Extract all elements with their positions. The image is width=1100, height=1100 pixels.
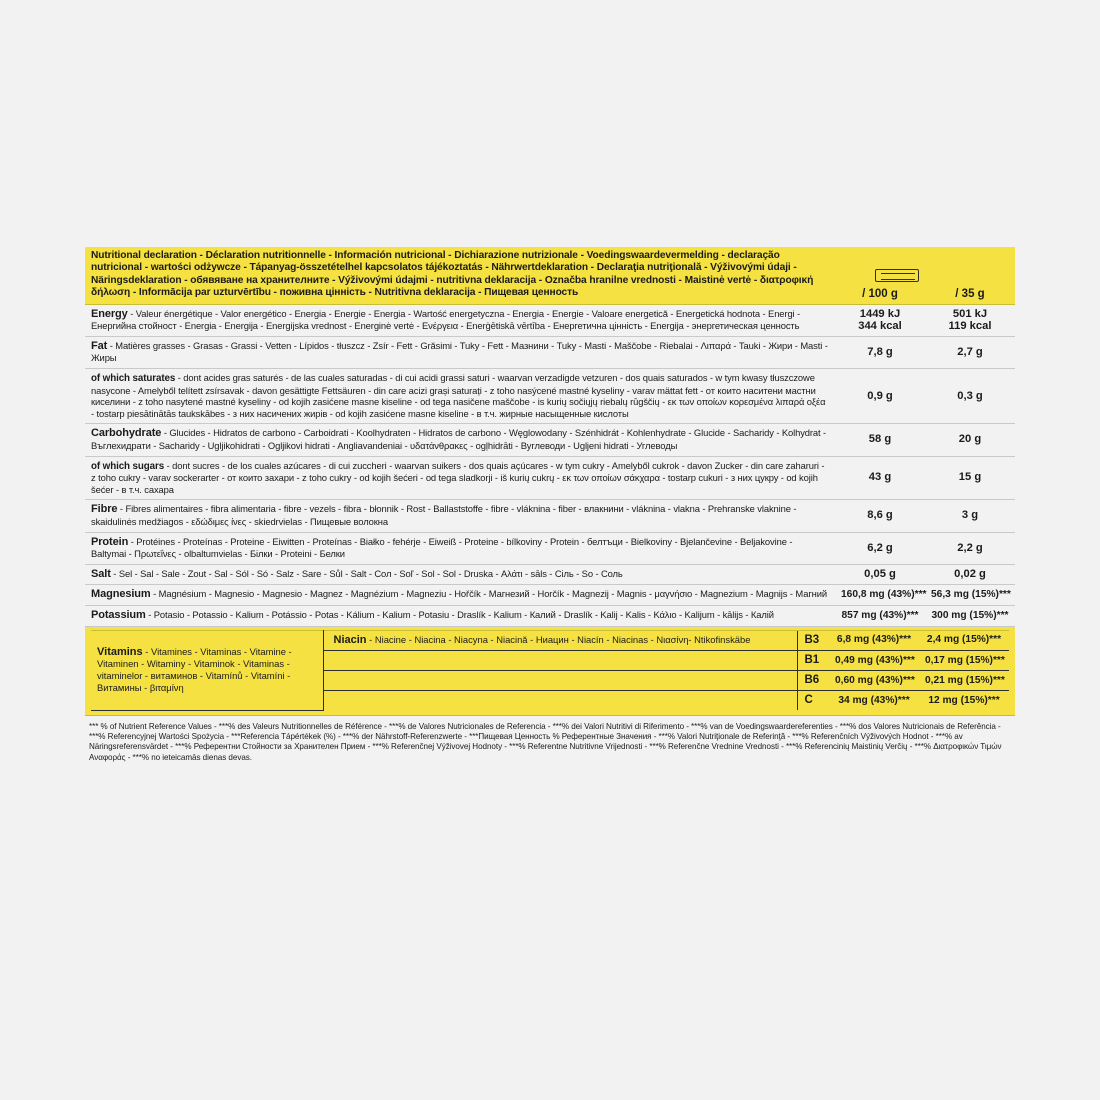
nutrient-label-translations: - Matières grasses - Grasas - Grassi - Vetten - Lípidos - tłuszcz - Zsír - Fett - Grăsimi - Tuky - Fett - Мазнини - Tuky - Masti - Maščobe - Riebalai - Λιπαρά - Tauki - Жири - Masti - Жиры xyxy=(91,339,828,364)
value-salt-35g: 0,02 g xyxy=(925,564,1015,585)
table-row xyxy=(85,532,1015,564)
nutrient-name-salt xyxy=(85,564,835,585)
nutrient-label-translations: - dont sucres - de los cuales azúcares - di cui zuccheri - waarvan suikers - dos quais açúcares - w tym cukry - Amelyből cukrok - davon Zucker - din care zaharuri - z toho cukry - varav sockerarter - от които захари - z toho cukry - od kojih šećeri - od tega sladkorji - iš kurių cukrų - εκ των οποίων σάκχαρα - tostarp cukuri - з них цукру - od kojih šećer - в т.ч. сахара xyxy=(91,459,825,495)
value-magnesium-100g: 160,8 mg (43%)*** xyxy=(835,585,925,606)
nutrient-name-energy xyxy=(85,304,835,336)
vitamin-code-b6: B6 xyxy=(797,671,829,691)
nutrient-label-bold: of which sugars xyxy=(91,460,165,472)
nutrition-table-panel xyxy=(85,247,1015,763)
table-row xyxy=(85,500,1015,532)
nutrient-label-translations: - Potasio - Potassio - Kalium - Potássio - Potas - Kálium - Kalium - Potasiu - Draslík - Kalium - Калий - Draslík - Kalij - Kalis - Κάλιο - Kalijum - kālijs - Калій xyxy=(145,608,774,620)
vitamin-name-c xyxy=(323,691,797,711)
vitamins-label-bold: Vitamins xyxy=(97,645,143,658)
nutrient-name-saturates xyxy=(85,369,835,424)
value-b3-100g: 6,8 mg (43%)*** xyxy=(829,630,919,651)
vitamin-code-c: C xyxy=(797,691,829,711)
value-fibre-35g: 3 g xyxy=(925,500,1015,532)
table-row xyxy=(85,605,1015,626)
table-row xyxy=(85,564,1015,585)
value-b1-100g: 0,49 mg (43%)*** xyxy=(829,651,919,671)
value-fibre-100g: 8,6 g xyxy=(835,500,925,532)
vitamins-label-translations: - Vitamines - Vitaminas - Vitamine - Vitaminen - Witaminy - Vitaminok - Vitaminas - vitaminelor - витаминов - Vitamínů - Vitamíni - Витамины - βιταμίνη xyxy=(97,645,292,693)
value-b3-35g: 2,4 mg (15%)*** xyxy=(919,630,1009,651)
niacin-label-bold: Niacin xyxy=(333,633,367,646)
nutrient-label-translations: - Protéines - Proteínas - Proteine - Eiwitten - Proteínas - Białko - fehérje - Eiweiß - Proteine - bílkoviny - Protein - белтъци - Bielkoviny - Bjelančevine - Beljakovine - Baltymai - Πρωτεΐνες - olbaltumvielas - Білки - Proteini - Белки xyxy=(91,535,793,560)
value-potassium-100g: 857 mg (43%)*** xyxy=(835,605,925,626)
header-languages-cell xyxy=(85,247,835,304)
nutrient-name-magnesium xyxy=(85,585,835,606)
nutrient-label-bold: Magnesium xyxy=(91,588,151,601)
value-c-35g: 12 mg (15%)*** xyxy=(919,691,1009,711)
value-magnesium-35g: 56,3 mg (15%)*** xyxy=(925,585,1015,606)
nutrient-label-bold: Salt xyxy=(91,567,111,580)
vitamins-table xyxy=(91,630,1009,711)
table-row xyxy=(85,585,1015,606)
vitamin-name-b1 xyxy=(323,651,797,671)
nutrient-label-bold: Protein xyxy=(91,535,129,548)
value-fat-100g: 7,8 g xyxy=(835,336,925,368)
value-b6-100g: 0,60 mg (43%)*** xyxy=(829,671,919,691)
nutrient-label-bold: of which saturates xyxy=(91,373,176,384)
niacin-label-translations: - Niacine - Niacina - Niacyna - Niacină - Ниацин - Niacín - Niacinas - Νιασίνη- Ntikofinskäbe xyxy=(366,633,751,645)
value-energy-35g xyxy=(925,304,1015,336)
header-per-100g-label: / 100 g xyxy=(862,287,898,300)
nutrient-name-protein xyxy=(85,532,835,564)
vitamins-cell xyxy=(85,626,1015,715)
nutrient-label-bold: Carbohydrate xyxy=(91,427,162,440)
nutrient-label-translations: - Glucides - Hidratos de carbono - Carboidrati - Koolhydraten - Hidratos de carbono - Węglowodany - Szénhidrát - Kohlenhydrate - Glucide - Sacharidy - Kolhydrat - Въглехидрати - Sacharidy - Ugljikohidrati - Ogljikovi hidrati - Angliavandeniai - υδατάνθρακες - ogļhidrāti - Вуглеводи - Ugljeni hidrati - Углеводы xyxy=(91,427,827,451)
header-per-35g-label: / 35 g xyxy=(955,287,985,300)
table-row xyxy=(85,424,1015,456)
header-languages-text: Nutritional declaration - Déclaration nutritionnelle - Información nutricional - Dichiarazione nutrizionale - Voedingswaardevermelding - declaração nutricional - wartości odżywcze - Tápanyag-összetételhel kapcsolatos tájékoztatás - Nährwertdeklaration - Declaraţia nutriţională - Výživovými údaji - Näringsdeklaration - обявяване на хранителните - Výživovými údajmi - nutritivna deklaracija - Označba hranilne vrednosti - Maistinė vertė - διατροφική δήλωση - Informācija par uzturvērtību - поживна цінність - Nutritivna deklaracija - Пищевая ценность xyxy=(91,250,814,299)
value-sugars-35g: 15 g xyxy=(925,456,1015,500)
value-carbohydrate-35g: 20 g xyxy=(925,424,1015,456)
value-line-1: 501 kJ xyxy=(952,307,988,320)
value-line-1: 1449 kJ xyxy=(859,307,901,320)
header-per-35g xyxy=(925,247,1015,304)
value-salt-100g: 0,05 g xyxy=(835,564,925,585)
nutrition-table xyxy=(85,247,1015,716)
vitamins-section xyxy=(85,626,1015,715)
value-c-100g: 34 mg (43%)*** xyxy=(829,691,919,711)
value-line-2: 119 kcal xyxy=(948,319,992,332)
nutrient-label-bold: Fat xyxy=(91,339,108,352)
value-line-2: 344 kcal xyxy=(858,319,902,332)
value-protein-35g: 2,2 g xyxy=(925,532,1015,564)
cereal-bar-icon xyxy=(875,269,919,282)
vitamin-name-b6 xyxy=(323,671,797,691)
value-carbohydrate-100g: 58 g xyxy=(835,424,925,456)
value-fat-35g: 2,7 g xyxy=(925,336,1015,368)
nutrient-name-potassium xyxy=(85,605,835,626)
table-row xyxy=(85,304,1015,336)
value-sugars-100g: 43 g xyxy=(835,456,925,500)
value-energy-100g xyxy=(835,304,925,336)
table-header-row xyxy=(85,247,1015,304)
value-saturates-35g: 0,3 g xyxy=(925,369,1015,424)
footnote-nrv: *** % of Nutrient Reference Values - ***% des Valeurs Nutritionnelles de Référence - ***% de Valores Nutricionales de Referencia - ***% dei Valori Nutritivi di Riferimento - ***% van de Voedingswaardereferenties - ***% dos Valores Nutricionais de Referência - ***% Referencyjnej Wartości Spożycia - ***Referencia Tápértékek (%) - ***% der Nährstoff-Referenzwerte - ***Пищевая Ценность % Референтные Значения - ***% Valori Nutriţionale de Referinţă - ***% Referenčních Výživových Hodnot - ***% av Näringsreferensvärdet - ***% Референтни Стойности за Хранителен Прием - ***% Referenčnej Výživovej Hodnoty - ***% Referentne Nutritivne Vrijednosti - ***% Referenčne Vrednine Vrednosti - ***% Referencinių Maistinių Verčių - ***% Διατροφικών Τιμών Αναφοράς - ***% no ieteicamās dienas devas. xyxy=(89,721,1002,762)
vitamin-name-b3 xyxy=(323,630,797,651)
value-saturates-100g: 0,9 g xyxy=(835,369,925,424)
value-potassium-35g: 300 mg (15%)*** xyxy=(925,605,1015,626)
nutrient-name-sugars xyxy=(85,456,835,500)
header-per-100g xyxy=(835,247,925,304)
nutrient-label-translations: - Sel - Sal - Sale - Zout - Sal - Sól - Só - Salz - Sare - Sůl - Salt - Сол - Soľ - Sol - Sol - Druska - Αλάτι - sāls - Сіль - So - Соль xyxy=(110,567,623,579)
value-b6-35g: 0,21 mg (15%)*** xyxy=(919,671,1009,691)
nutrient-label-bold: Energy xyxy=(91,307,128,320)
value-protein-100g: 6,2 g xyxy=(835,532,925,564)
vitamin-code-b1: B1 xyxy=(797,651,829,671)
table-row xyxy=(85,369,1015,424)
nutrient-name-carbohydrate xyxy=(85,424,835,456)
vitamin-row xyxy=(91,630,1009,651)
vitamins-label-cell xyxy=(91,630,323,710)
nutrient-label-bold: Fibre xyxy=(91,503,118,516)
value-b1-35g: 0,17 mg (15%)*** xyxy=(919,651,1009,671)
nutrient-label-translations: - Valeur énergétique - Valor energético - Energia - Energie - Energia - Wartość energetyczna - Energia - Energie - Valoare energetică - Energetická hodnota - Energi - Енергийна стойност - Energia - Energija - Energijska vrednost - Energinė vertė - Ενέργεια - Enerģētiskā vērtība - Енергетична цінність - Energija - энергетическая ценность xyxy=(91,307,801,332)
table-row xyxy=(85,336,1015,368)
table-row xyxy=(85,456,1015,500)
nutrient-name-fibre xyxy=(85,500,835,532)
vitamin-code-b3: B3 xyxy=(797,630,829,651)
nutrient-label-translations: - Fibres alimentaires - fibra alimentaria - fibre - vezels - fibra - błonnik - Rost - Ballaststoffe - fibre - vláknina - fiber - влакнини - vláknina - vlakna - Prehranske vlaknine - skaidulinės medžiagos - εδώδιμες ίνες - skiedrvielas - Пищевые волокна xyxy=(91,503,797,527)
nutrient-label-translations: - dont acides gras saturés - de las cuales saturadas - di cui acidi grassi saturi - waarvan verzadigde vetzuren - dos quais saturados - w tym kwasy tłuszczowe nasycone - Amelyből telített zsírsavak - davon gesättigte Fettsäuren - din care acizi grași saturați - z toho nasýcené mastné kyseliny - varav mättat fett - от които наситени мастни киселини - z toho nasytené mastné kyseliny - od kojih zasićene masne kiseline - od tega nasičene maščobe - is kurių sočiųjų riebalų rūgščių - εκ των οποίων κορεσμένα λιπαρά οξέα - tostarp piesātinātās taukskābes - з них насичених жирів - od kojih zasićene masne kiseline - в т.ч. жирные насыщенные кислоты xyxy=(91,372,826,419)
nutrient-label-translations: - Magnésium - Magnesio - Magnesio - Magnez - Magnézium - Magneziu - Hořčík - Магнезий - Horčík - Magnezij - Magnis - μαγνήσιο - Magnezium - Magnijs - Магний xyxy=(150,588,827,600)
nutrient-label-bold: Potassium xyxy=(91,608,146,621)
nutrient-name-fat xyxy=(85,336,835,368)
